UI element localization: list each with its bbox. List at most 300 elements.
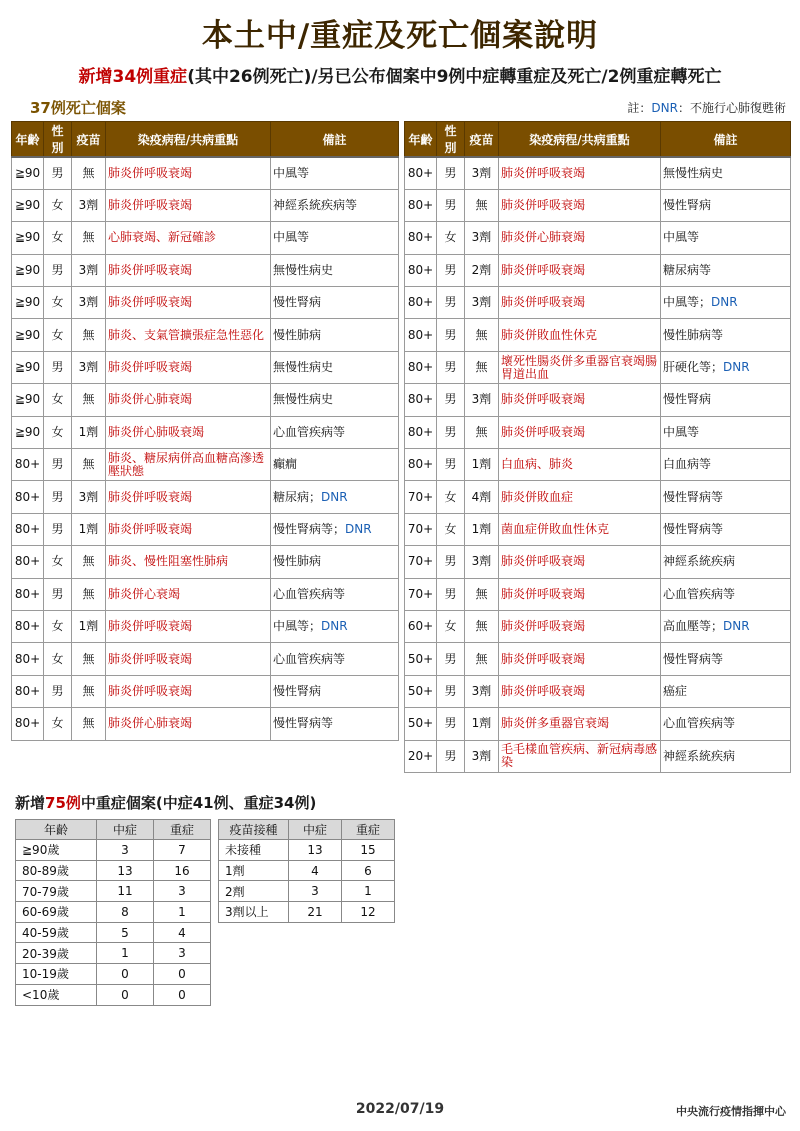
note-cell <box>271 708 399 740</box>
note-cell <box>271 643 399 675</box>
course-cell: 肺炎併呼吸衰竭 <box>499 416 661 448</box>
course-cell: 肺炎併呼吸衰竭 <box>499 643 661 675</box>
course-cell: 肺炎併呼吸衰竭 <box>499 675 661 707</box>
sex-cell: 男 <box>437 157 465 189</box>
stats-label-cell: 40-59歲 <box>16 922 97 943</box>
note-cell <box>661 610 791 642</box>
age-cell: ≧90 <box>12 222 44 254</box>
age-cell: 80+ <box>405 449 437 481</box>
note-text: 中風等； <box>273 619 322 634</box>
table-row <box>405 157 791 189</box>
sex-cell: 女 <box>44 643 72 675</box>
stats-value-cell: 13 <box>289 840 342 861</box>
table-row <box>405 513 791 545</box>
age-cell: 80+ <box>405 416 437 448</box>
age-cell: 70+ <box>405 546 437 578</box>
subtitle <box>0 62 800 87</box>
note-text: 中風等 <box>663 230 700 245</box>
vaccine-cell: 無 <box>465 189 499 221</box>
stats-label-cell: 20-39歲 <box>16 943 97 964</box>
note-cell <box>661 546 791 578</box>
sex-cell: 男 <box>44 351 72 383</box>
note-cell <box>271 351 399 383</box>
course-cell: 壞死性腸炎併多重器官衰竭腸胃道出血 <box>499 351 661 383</box>
column-header: 年齡 <box>405 122 437 158</box>
vaccine-cell: 3劑 <box>72 351 106 383</box>
sex-cell: 男 <box>437 254 465 286</box>
course-cell: 心肺衰竭、新冠確診 <box>106 222 271 254</box>
course-cell: 毛毛樣血管疾病、新冠病毒感染 <box>499 740 661 772</box>
stats-value-cell: 0 <box>97 984 154 1005</box>
sex-cell: 男 <box>437 675 465 707</box>
stats-row <box>16 964 211 985</box>
sex-cell: 男 <box>437 287 465 319</box>
note-cell <box>271 319 399 351</box>
sex-cell: 男 <box>44 157 72 189</box>
stats-value-cell: 6 <box>342 860 395 881</box>
note-text: 糖尿病等 <box>663 262 712 277</box>
age-cell: 80+ <box>405 189 437 221</box>
age-cell: 80+ <box>12 481 44 513</box>
subtitle-highlight: 新增34例重症 <box>78 67 188 87</box>
dnr-tag: DNR <box>345 521 372 536</box>
age-cell: 70+ <box>405 578 437 610</box>
course-cell: 肺炎併心衰竭 <box>106 578 271 610</box>
vaccine-cell: 無 <box>72 546 106 578</box>
table-row <box>12 287 399 319</box>
stats-label-cell: 2劑 <box>219 881 289 902</box>
stats-value-cell: 3 <box>289 881 342 902</box>
table-row <box>12 481 399 513</box>
severe-section-heading <box>15 792 316 813</box>
note-cell <box>661 513 791 545</box>
stats-row <box>16 943 211 964</box>
sex-cell: 女 <box>437 610 465 642</box>
note-text: 慢性腎病等； <box>273 521 346 536</box>
column-header: 疫苗 <box>465 122 499 158</box>
stats-value-cell: 13 <box>97 860 154 881</box>
note-text: 慢性腎病等 <box>273 716 334 731</box>
vaccine-cell: 1劑 <box>72 513 106 545</box>
sex-cell: 男 <box>437 384 465 416</box>
note-text: 心血管疾病等 <box>273 586 346 601</box>
vaccine-cell: 無 <box>72 578 106 610</box>
dnr-tag: DNR <box>321 489 348 504</box>
source-agency: 中央流行疫情指揮中心 <box>676 1105 786 1118</box>
table-row <box>405 740 791 772</box>
vaccine-cell: 3劑 <box>465 675 499 707</box>
note-cell <box>271 513 399 545</box>
table-row <box>12 578 399 610</box>
age-cell: 80+ <box>405 351 437 383</box>
table-row <box>405 416 791 448</box>
sex-cell: 女 <box>437 513 465 545</box>
note-cell <box>271 189 399 221</box>
dnr-tag: DNR <box>723 360 750 375</box>
sex-cell: 女 <box>44 222 72 254</box>
course-cell: 肺炎併呼吸衰竭 <box>499 546 661 578</box>
table-row <box>12 675 399 707</box>
note-text: 肝硬化等； <box>663 360 724 375</box>
note-cell <box>271 481 399 513</box>
note-text: 高血壓等； <box>663 619 724 634</box>
vaccine-breakdown-table <box>218 819 395 923</box>
note-suffix: ：不施行心肺復甦術 <box>677 101 786 115</box>
vaccine-cell: 3劑 <box>465 384 499 416</box>
note-cell <box>661 675 791 707</box>
vaccine-cell: 1劑 <box>465 708 499 740</box>
stats-value-cell: 15 <box>342 840 395 861</box>
note-text: 慢性腎病等 <box>663 521 724 536</box>
course-cell: 肺炎併呼吸衰竭 <box>106 643 271 675</box>
note-text: 心血管疾病等 <box>273 424 346 439</box>
note-cell <box>271 157 399 189</box>
age-cell: ≧90 <box>12 157 44 189</box>
stats-value-cell: 8 <box>97 902 154 923</box>
sex-cell: 女 <box>44 416 72 448</box>
note-cell <box>271 384 399 416</box>
sex-cell: 男 <box>44 513 72 545</box>
table-row <box>12 416 399 448</box>
vaccine-cell: 3劑 <box>465 222 499 254</box>
note-text: 慢性腎病 <box>273 683 322 698</box>
sex-cell: 男 <box>437 546 465 578</box>
note-cell <box>271 416 399 448</box>
note-text: 無慢性病史 <box>273 360 334 375</box>
sex-cell: 男 <box>437 189 465 221</box>
column-header: 性別 <box>437 122 465 158</box>
course-cell: 肺炎併呼吸衰竭 <box>106 189 271 221</box>
note-text: 慢性肺病 <box>273 327 322 342</box>
table-row <box>405 449 791 481</box>
vaccine-cell: 無 <box>465 351 499 383</box>
table-row <box>405 287 791 319</box>
severe-suffix: 中重症個案(中症41例、重症34例) <box>80 794 317 812</box>
stats-value-cell: 5 <box>97 922 154 943</box>
stats-value-cell: 7 <box>154 840 211 861</box>
stats-column-header: 重症 <box>154 820 211 840</box>
table-row <box>12 222 399 254</box>
stats-value-cell: 1 <box>342 881 395 902</box>
table-row <box>405 578 791 610</box>
stats-label-cell: 未接種 <box>219 840 289 861</box>
stats-value-cell: 0 <box>154 984 211 1005</box>
sex-cell: 男 <box>44 449 72 481</box>
sex-cell: 女 <box>44 708 72 740</box>
stats-row <box>219 840 395 861</box>
vaccine-cell: 無 <box>72 449 106 481</box>
course-cell: 肺炎併呼吸衰竭 <box>106 157 271 189</box>
stats-label-cell: 10-19歲 <box>16 964 97 985</box>
vaccine-cell: 4劑 <box>465 481 499 513</box>
stats-column-header: 中症 <box>97 820 154 840</box>
vaccine-cell: 無 <box>72 222 106 254</box>
vaccine-cell: 無 <box>72 708 106 740</box>
table-row <box>405 351 791 383</box>
stats-row <box>16 922 211 943</box>
age-cell: 80+ <box>12 513 44 545</box>
sex-cell: 男 <box>437 643 465 675</box>
dnr-note <box>627 99 786 116</box>
severe-prefix: 新增 <box>15 794 46 812</box>
vaccine-cell: 無 <box>465 610 499 642</box>
note-text: 癲癇 <box>273 457 298 472</box>
age-cell: 80+ <box>12 610 44 642</box>
sex-cell: 男 <box>44 254 72 286</box>
note-text: 中風等 <box>663 424 700 439</box>
stats-value-cell: 1 <box>154 902 211 923</box>
table-row <box>405 708 791 740</box>
table-row <box>12 513 399 545</box>
age-cell: 60+ <box>405 610 437 642</box>
course-cell: 肺炎併呼吸衰竭 <box>499 254 661 286</box>
course-cell: 肺炎、糖尿病併高血糖高滲透壓狀態 <box>106 449 271 481</box>
note-text: 中風等 <box>273 230 310 245</box>
course-cell: 肺炎併呼吸衰竭 <box>106 481 271 513</box>
course-cell: 肺炎併敗血性休克 <box>499 319 661 351</box>
note-text: 慢性肺病 <box>273 554 322 569</box>
sex-cell: 男 <box>44 481 72 513</box>
age-cell: 80+ <box>12 675 44 707</box>
column-header: 備註 <box>661 122 791 158</box>
note-text: 心血管疾病等 <box>663 716 736 731</box>
age-cell: 80+ <box>12 546 44 578</box>
course-cell: 肺炎併呼吸衰竭 <box>106 287 271 319</box>
age-cell: 80+ <box>12 449 44 481</box>
stats-value-cell: 4 <box>154 922 211 943</box>
course-cell: 肺炎併心肺衰竭 <box>106 384 271 416</box>
dnr-tag: DNR <box>321 619 348 634</box>
vaccine-cell: 無 <box>72 643 106 675</box>
table-row <box>12 351 399 383</box>
vaccine-cell: 3劑 <box>72 254 106 286</box>
stats-label-cell: 70-79歲 <box>16 881 97 902</box>
note-cell <box>271 675 399 707</box>
stats-label-cell: ≧90歲 <box>16 840 97 861</box>
page-title: 本土中/重症及死亡個案說明 <box>201 18 599 54</box>
sex-cell: 女 <box>44 287 72 319</box>
note-text: 神經系統疾病 <box>663 748 736 763</box>
vaccine-cell: 3劑 <box>465 740 499 772</box>
sex-cell: 男 <box>44 578 72 610</box>
stats-value-cell: 3 <box>154 881 211 902</box>
sex-cell: 男 <box>437 740 465 772</box>
column-header: 染疫病程/共病重點 <box>106 122 271 158</box>
stats-value-cell: 0 <box>154 964 211 985</box>
note-text: 慢性腎病等 <box>663 651 724 666</box>
stats-row <box>219 881 395 902</box>
course-cell: 肺炎併呼吸衰竭 <box>106 675 271 707</box>
age-cell: 50+ <box>405 643 437 675</box>
dnr-tag: DNR <box>723 619 750 634</box>
dnr-tag: DNR <box>711 295 738 310</box>
vaccine-cell: 3劑 <box>465 546 499 578</box>
vaccine-cell: 3劑 <box>465 157 499 189</box>
table-row <box>12 449 399 481</box>
age-cell: 80+ <box>12 578 44 610</box>
table-row <box>405 643 791 675</box>
stats-value-cell: 12 <box>342 902 395 923</box>
note-cell <box>271 610 399 642</box>
vaccine-cell: 3劑 <box>72 189 106 221</box>
note-text: 無慢性病史 <box>273 392 334 407</box>
age-cell: 80+ <box>405 384 437 416</box>
note-cell <box>661 351 791 383</box>
sex-cell: 男 <box>437 449 465 481</box>
note-cell <box>661 416 791 448</box>
table-row <box>12 157 399 189</box>
vaccine-cell: 無 <box>465 319 499 351</box>
table-row <box>405 675 791 707</box>
stats-row <box>16 902 211 923</box>
age-cell: 80+ <box>12 643 44 675</box>
age-cell: 50+ <box>405 708 437 740</box>
course-cell: 肺炎併心肺吸衰竭 <box>106 416 271 448</box>
course-cell: 肺炎併呼吸衰竭 <box>106 513 271 545</box>
table-row <box>12 610 399 642</box>
sex-cell: 女 <box>44 546 72 578</box>
vaccine-cell: 2劑 <box>465 254 499 286</box>
table-row <box>12 254 399 286</box>
age-cell: 80+ <box>405 254 437 286</box>
stats-value-cell: 3 <box>97 840 154 861</box>
sex-cell: 男 <box>437 708 465 740</box>
vaccine-cell: 無 <box>72 319 106 351</box>
death-cases-table-right <box>404 121 791 773</box>
vaccine-cell: 1劑 <box>72 610 106 642</box>
note-cell <box>661 449 791 481</box>
age-cell: 50+ <box>405 675 437 707</box>
age-cell: ≧90 <box>12 384 44 416</box>
age-cell: 80+ <box>405 287 437 319</box>
table-row <box>12 708 399 740</box>
note-text: 慢性腎病 <box>663 392 712 407</box>
note-text: 心血管疾病等 <box>273 651 346 666</box>
course-cell: 肺炎併多重器官衰竭 <box>499 708 661 740</box>
note-cell <box>271 254 399 286</box>
table-row <box>405 546 791 578</box>
stats-header-row <box>219 820 395 840</box>
note-cell <box>271 287 399 319</box>
sex-cell: 男 <box>437 578 465 610</box>
vaccine-cell: 無 <box>72 675 106 707</box>
sex-cell: 男 <box>437 351 465 383</box>
stats-label-cell: 3劑以上 <box>219 902 289 923</box>
death-section-heading: 37例死亡個案 <box>30 99 126 117</box>
vaccine-cell: 1劑 <box>465 513 499 545</box>
table-row <box>405 610 791 642</box>
course-cell: 肺炎併心肺衰竭 <box>499 222 661 254</box>
note-cell <box>271 449 399 481</box>
sex-cell: 男 <box>437 416 465 448</box>
table-row <box>12 384 399 416</box>
table-row <box>12 319 399 351</box>
sex-cell: 男 <box>44 675 72 707</box>
note-text: 神經系統疾病等 <box>273 198 358 213</box>
note-cell <box>661 157 791 189</box>
note-cell <box>271 546 399 578</box>
stats-row <box>16 984 211 1005</box>
note-prefix: 註： <box>627 101 652 115</box>
note-text: 中風等 <box>273 165 310 180</box>
age-cell: ≧90 <box>12 287 44 319</box>
vaccine-cell: 3劑 <box>72 481 106 513</box>
course-cell: 肺炎併呼吸衰竭 <box>106 610 271 642</box>
subtitle-rest: (其中26例死亡)/另已公布個案中9例中症轉重症及死亡/2例重症轉死亡 <box>187 67 722 87</box>
table-row <box>405 189 791 221</box>
report-date: 2022/07/19 <box>355 1101 445 1117</box>
age-breakdown-table <box>15 819 211 1006</box>
table-row <box>405 319 791 351</box>
course-cell: 肺炎併心肺衰竭 <box>106 708 271 740</box>
stats-label-cell: <10歲 <box>16 984 97 1005</box>
note-text: 慢性肺病等 <box>663 327 724 342</box>
note-text: 慢性腎病 <box>663 198 712 213</box>
sex-cell: 男 <box>437 319 465 351</box>
vaccine-cell: 3劑 <box>72 287 106 319</box>
note-text: 中風等； <box>663 295 712 310</box>
age-cell: ≧90 <box>12 254 44 286</box>
stats-value-cell: 4 <box>289 860 342 881</box>
table-row <box>12 546 399 578</box>
note-text: 無慢性病史 <box>663 165 724 180</box>
note-cell <box>661 287 791 319</box>
note-cell <box>661 578 791 610</box>
course-cell: 肺炎併呼吸衰竭 <box>499 157 661 189</box>
course-cell: 白血病、肺炎 <box>499 449 661 481</box>
note-text: 慢性腎病 <box>273 295 322 310</box>
course-cell: 肺炎併呼吸衰竭 <box>499 287 661 319</box>
table-row <box>12 643 399 675</box>
stats-header-row <box>16 820 211 840</box>
stats-row <box>219 860 395 881</box>
note-cell <box>271 222 399 254</box>
note-cell <box>661 708 791 740</box>
vaccine-cell: 無 <box>72 384 106 416</box>
note-cell <box>661 481 791 513</box>
vaccine-cell: 1劑 <box>72 416 106 448</box>
course-cell: 肺炎併呼吸衰竭 <box>499 384 661 416</box>
table-header-row <box>12 122 399 158</box>
note-text: 糖尿病； <box>273 489 322 504</box>
age-cell: 80+ <box>405 157 437 189</box>
sex-cell: 女 <box>437 222 465 254</box>
age-cell: ≧90 <box>12 416 44 448</box>
age-cell: 70+ <box>405 513 437 545</box>
sex-cell: 女 <box>44 610 72 642</box>
sex-cell: 女 <box>44 384 72 416</box>
course-cell: 肺炎併呼吸衰竭 <box>106 351 271 383</box>
stats-row <box>16 840 211 861</box>
age-cell: 80+ <box>12 708 44 740</box>
severe-count: 75例 <box>45 794 81 812</box>
note-text: 心血管疾病等 <box>663 586 736 601</box>
stats-value-cell: 0 <box>97 964 154 985</box>
column-header: 疫苗 <box>72 122 106 158</box>
column-header: 性別 <box>44 122 72 158</box>
note-text: 慢性腎病等 <box>663 489 724 504</box>
stats-value-cell: 3 <box>154 943 211 964</box>
age-cell: ≧90 <box>12 319 44 351</box>
table-row <box>405 481 791 513</box>
stats-column-header: 疫苗接種 <box>219 820 289 840</box>
note-cell <box>661 740 791 772</box>
vaccine-cell: 無 <box>465 578 499 610</box>
stats-row <box>16 881 211 902</box>
course-cell: 肺炎、慢性阻塞性肺病 <box>106 546 271 578</box>
sex-cell: 女 <box>437 481 465 513</box>
vaccine-cell: 1劑 <box>465 449 499 481</box>
